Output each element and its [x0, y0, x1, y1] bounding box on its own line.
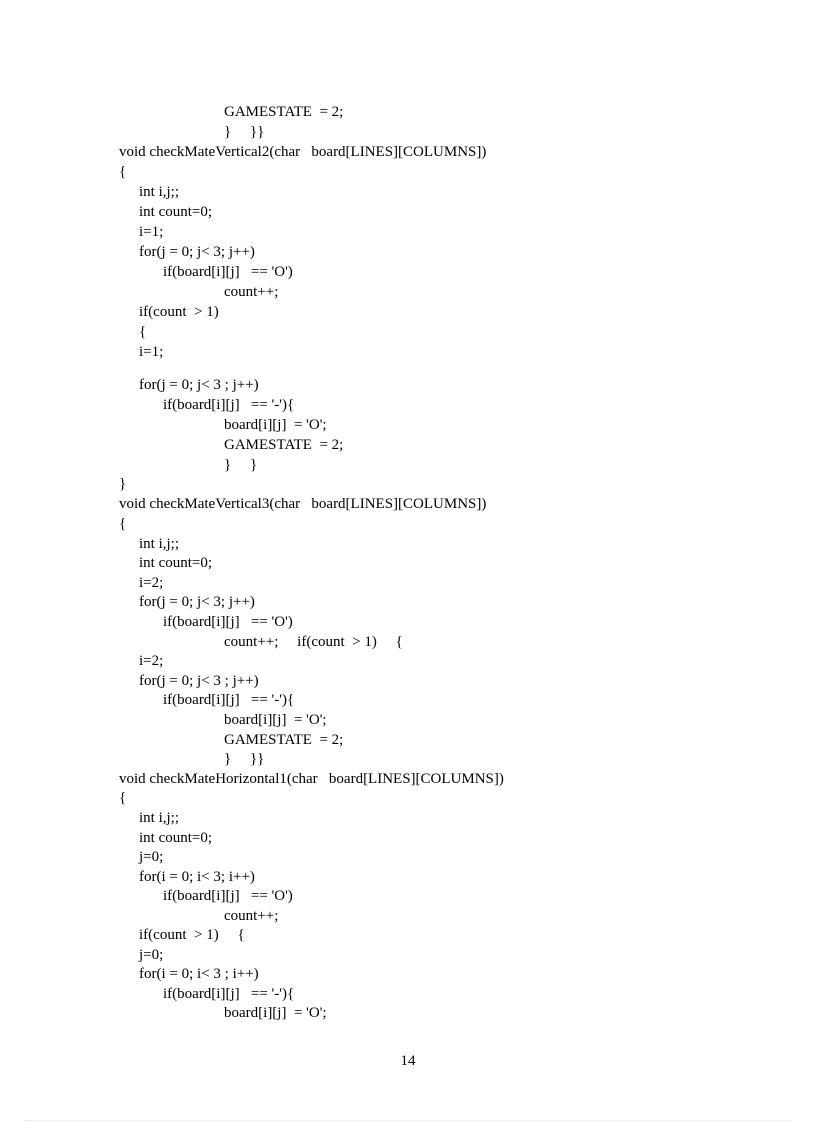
code-line: for(i = 0; i< 3 ; i++) — [139, 966, 259, 982]
code-line: count++; — [224, 284, 279, 300]
code-line: board[i][j] = 'O'; — [224, 712, 327, 728]
code-line: if(board[i][j] == '-'){ — [163, 692, 295, 708]
code-line: if(count > 1) { — [139, 927, 245, 943]
code-line: i=1; — [139, 224, 164, 240]
code-line: i=1; — [139, 344, 164, 360]
code-line: void checkMateVertical3(char board[LINES][COLUMNS]) — [119, 496, 487, 512]
code-line: for(j = 0; j< 3; j++) — [139, 244, 255, 260]
code-line: } }} — [224, 124, 265, 140]
code-line: i=2; — [139, 653, 164, 669]
code-line: int count=0; — [139, 830, 213, 846]
code-line: if(board[i][j] == 'O') — [163, 614, 293, 630]
code-line: if(board[i][j] == 'O') — [163, 264, 293, 280]
code-line: { — [119, 790, 127, 806]
code-line: for(j = 0; j< 3; j++) — [139, 594, 255, 610]
code-line: GAMESTATE = 2; — [224, 104, 344, 120]
code-line: } }} — [224, 751, 265, 767]
code-line: i=2; — [139, 575, 164, 591]
code-line: } } — [224, 457, 258, 473]
code-line: GAMESTATE = 2; — [224, 437, 344, 453]
code-line: if(board[i][j] == '-'){ — [163, 397, 295, 413]
code-line: for(j = 0; j< 3 ; j++) — [139, 673, 259, 689]
code-line: board[i][j] = 'O'; — [224, 1005, 327, 1021]
code-line: for(j = 0; j< 3 ; j++) — [139, 377, 259, 393]
code-line: j=0; — [139, 849, 164, 865]
code-line: for(i = 0; i< 3; i++) — [139, 869, 255, 885]
code-line: j=0; — [139, 947, 164, 963]
code-line: { — [119, 164, 127, 180]
code-line: int count=0; — [139, 555, 213, 571]
code-line: board[i][j] = 'O'; — [224, 417, 327, 433]
code-line: int i,j;; — [139, 184, 180, 200]
code-line: GAMESTATE = 2; — [224, 732, 344, 748]
code-line: int i,j;; — [139, 810, 180, 826]
code-line: count++; if(count > 1) { — [224, 634, 403, 650]
code-line: count++; — [224, 908, 279, 924]
code-line: } — [119, 476, 127, 492]
code-line: void checkMateVertical2(char board[LINES][COLUMNS]) — [119, 144, 487, 160]
code-line: int count=0; — [139, 204, 213, 220]
code-line: if(board[i][j] == '-'){ — [163, 986, 295, 1002]
code-line: int i,j;; — [139, 536, 180, 552]
code-line: { — [119, 516, 127, 532]
code-line: if(count > 1) — [139, 304, 219, 320]
page-bottom-rule — [24, 1120, 792, 1121]
code-line: { — [139, 324, 147, 340]
page-number: 14 — [400, 1053, 416, 1069]
code-line: if(board[i][j] == 'O') — [163, 888, 293, 904]
code-line: void checkMateHorizontal1(char board[LINES][COLUMNS]) — [119, 771, 504, 787]
